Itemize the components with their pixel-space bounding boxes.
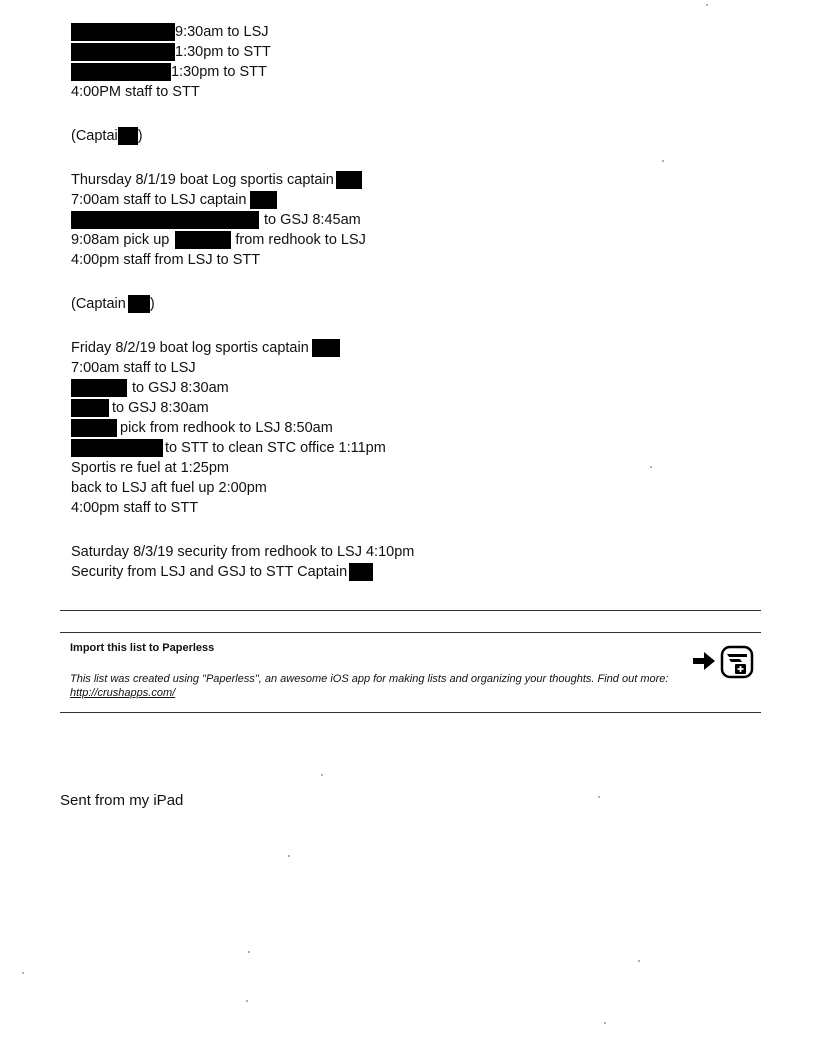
log-line	[71, 358, 771, 378]
scan-speck	[598, 796, 600, 798]
arrow-right-icon	[692, 651, 716, 671]
log-line	[71, 478, 771, 498]
log-text: 9:08am pick up	[71, 232, 170, 248]
log-line	[71, 170, 771, 190]
log-line	[71, 62, 771, 82]
scan-speck	[650, 466, 652, 468]
scan-speck	[246, 1000, 248, 1002]
scan-speck	[604, 1022, 606, 1024]
log-text: back to LSJ aft fuel up 2:00pm	[71, 480, 267, 496]
redaction-block	[128, 295, 150, 313]
divider	[60, 632, 761, 633]
log-line	[71, 210, 771, 230]
log-line	[71, 398, 771, 418]
paperless-description	[70, 672, 690, 700]
log-line	[71, 458, 771, 478]
log-text: to STT to clean STC office 1:11pm	[165, 440, 386, 456]
log-line	[71, 22, 771, 42]
log-line	[71, 190, 771, 210]
log-text: 9:30am to LSJ	[175, 24, 269, 40]
log-line	[71, 542, 771, 562]
redaction-block	[71, 419, 117, 437]
log-text: to GSJ 8:30am	[112, 400, 209, 416]
log-text: 7:00am staff to LSJ captain	[71, 192, 247, 208]
redaction-block	[118, 127, 138, 145]
log-text: to GSJ 8:45am	[264, 212, 361, 228]
redaction-block	[250, 191, 277, 209]
paperless-import-title: Import this list to Paperless	[70, 642, 215, 654]
log-text: Thursday 8/1/19 boat Log sportis captain	[71, 172, 334, 188]
log-text: to GSJ 8:30am	[132, 380, 229, 396]
log-text: (Captai	[71, 128, 118, 144]
log-text: Security from LSJ and GSJ to STT Captain	[71, 564, 348, 580]
redaction-block	[312, 339, 340, 357]
scan-speck	[638, 960, 640, 962]
log-line	[71, 498, 771, 518]
log-text: 4:00pm staff to STT	[71, 500, 199, 516]
log-text: )	[149, 296, 155, 312]
log-line	[71, 418, 771, 438]
log-text: 7:00am staff to LSJ	[71, 360, 196, 376]
log-text: 1:30pm to STT	[175, 44, 271, 60]
divider	[60, 712, 761, 713]
crushapps-link[interactable]: http://crushapps.com/	[70, 687, 176, 699]
log-line	[71, 126, 771, 146]
log-text: )	[137, 128, 143, 144]
divider	[60, 610, 761, 611]
log-line	[71, 562, 771, 582]
log-text: 1:30pm to STT	[171, 64, 267, 80]
log-text: from redhook to LSJ	[235, 232, 366, 248]
scan-speck	[706, 4, 708, 6]
scan-speck	[662, 160, 664, 162]
redaction-block	[71, 439, 163, 457]
redaction-block	[71, 23, 175, 41]
log-line	[71, 230, 771, 250]
log-line	[71, 438, 771, 458]
log-text: pick from redhook to LSJ 8:50am	[120, 420, 333, 436]
log-text: Saturday 8/3/19 security from redhook to LSJ 4:10pm	[71, 544, 415, 560]
log-line	[71, 82, 771, 102]
log-line	[71, 250, 771, 270]
paperless-app-icon[interactable]	[720, 645, 754, 679]
scan-speck	[321, 774, 323, 776]
paperless-desc-text: This list was created using "Paperless", an awesome iOS app for making lists and organizing your thoughts. Find out more:	[70, 673, 669, 685]
redaction-block	[71, 379, 127, 397]
boat-log	[71, 22, 771, 582]
redaction-block	[175, 231, 231, 249]
log-line	[71, 42, 771, 62]
log-text: Friday 8/2/19 boat log sportis captain	[71, 340, 309, 356]
scan-speck	[248, 951, 250, 953]
log-text: Sportis re fuel at 1:25pm	[71, 460, 229, 476]
log-line	[71, 338, 771, 358]
redaction-block	[349, 563, 373, 581]
log-text: 4:00pm staff from LSJ to STT	[71, 252, 261, 268]
redaction-block	[336, 171, 362, 189]
redaction-block	[71, 43, 175, 61]
scan-speck	[22, 972, 24, 974]
scan-speck	[288, 855, 290, 857]
log-text: 4:00PM staff to STT	[71, 84, 200, 100]
log-text: (Captain	[71, 296, 126, 312]
log-line	[71, 294, 771, 314]
log-line	[71, 378, 771, 398]
sent-from-signature: Sent from my iPad	[60, 792, 184, 809]
redaction-block	[71, 399, 109, 417]
redaction-block	[71, 211, 259, 229]
redaction-block	[71, 63, 171, 81]
